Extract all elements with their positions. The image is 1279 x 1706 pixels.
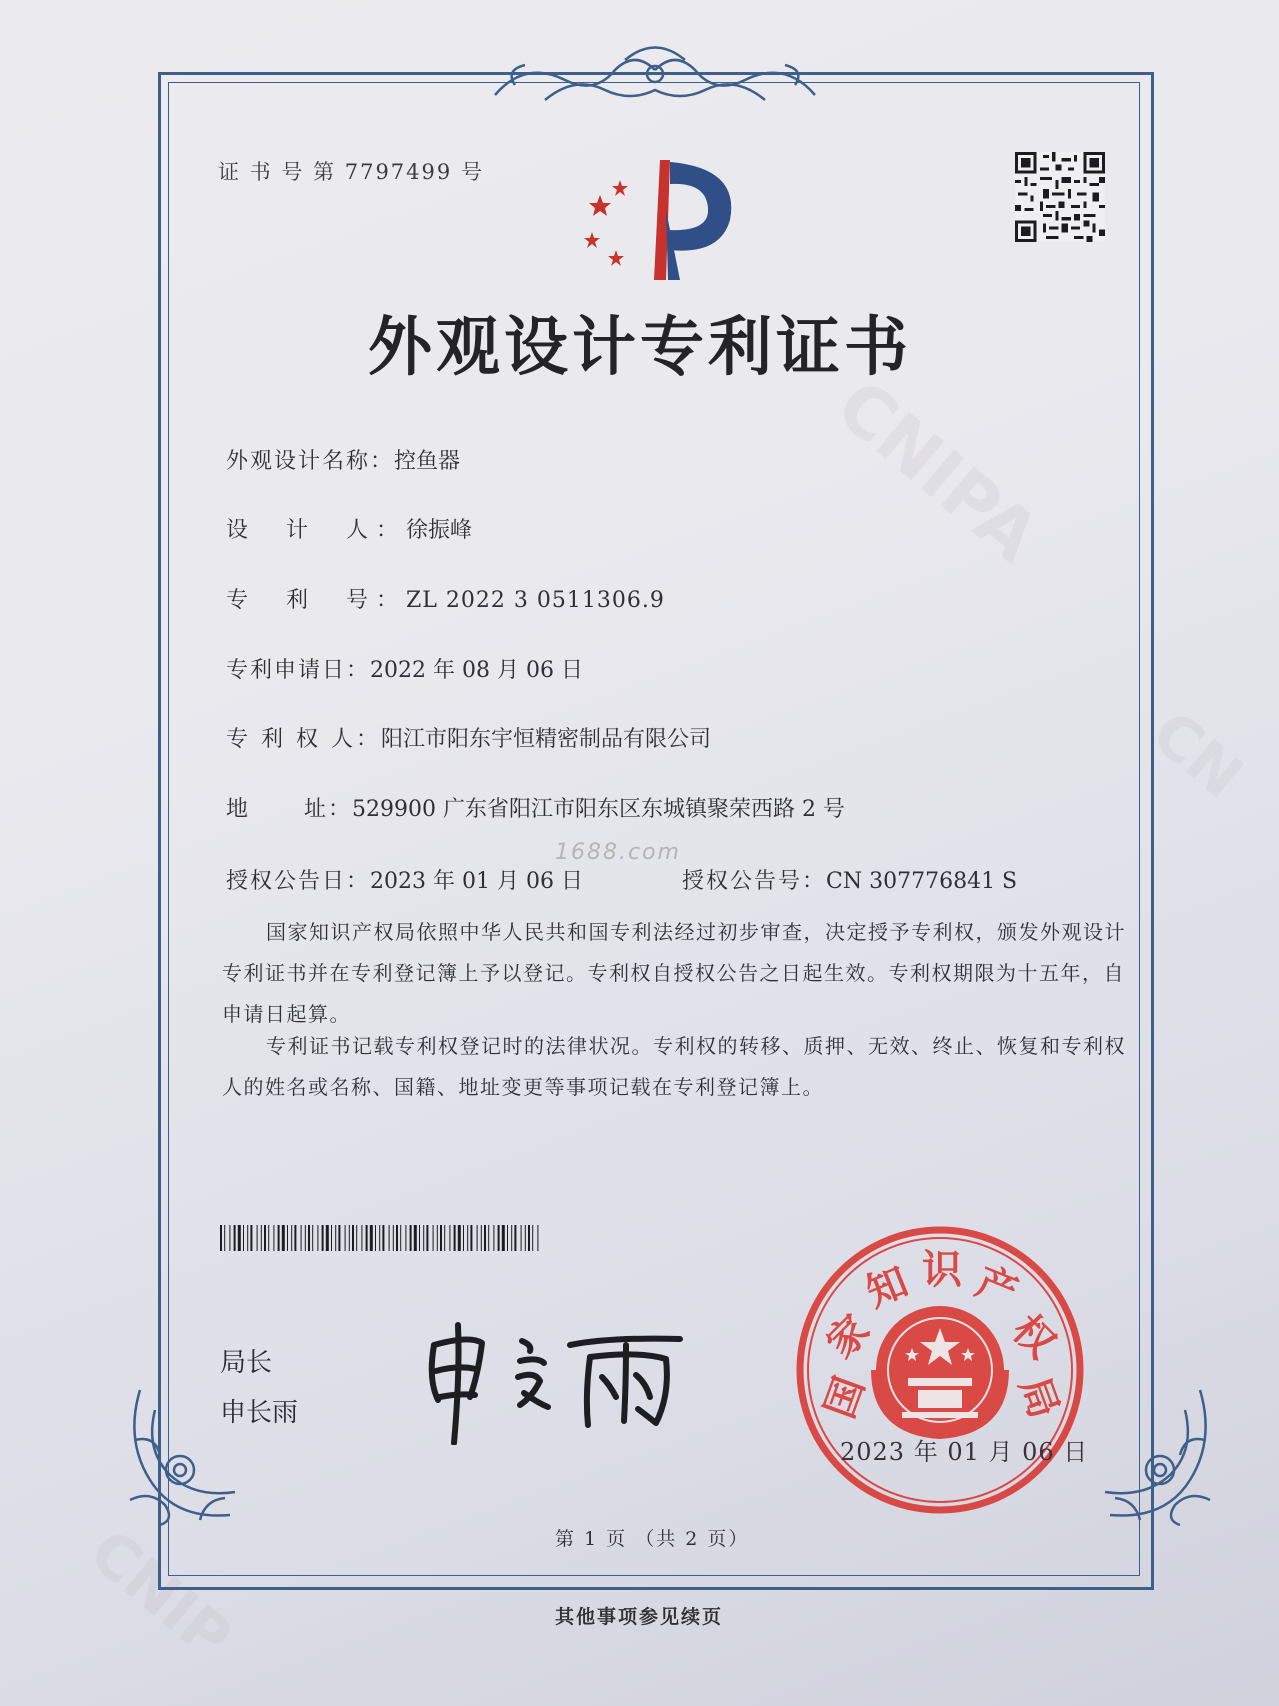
- barcode-bar: [278, 1225, 280, 1251]
- field-label: 设 计 人：: [226, 518, 406, 543]
- certificate-number: [218, 156, 484, 186]
- barcode-bar: [312, 1225, 313, 1251]
- background-watermark: CNIPA: [821, 364, 1054, 578]
- footer-note: 其他事项参见续页: [555, 1606, 724, 1628]
- barcode-bar: [349, 1225, 350, 1251]
- field-value: 2023 年 01 月 06 日: [370, 869, 583, 894]
- barcode-bar: [433, 1225, 434, 1251]
- field-label: 专 利 权 人：: [226, 727, 381, 752]
- barcode-bar: [317, 1225, 318, 1251]
- barcode-bar: [338, 1225, 340, 1251]
- barcode-bar: [493, 1225, 494, 1251]
- barcode-bar: [366, 1225, 368, 1251]
- barcode-bar: [361, 1225, 362, 1251]
- barcode-bar: [532, 1225, 533, 1251]
- barcode-bar: [454, 1225, 456, 1251]
- barcode-bar: [308, 1225, 310, 1251]
- barcode-bar: [250, 1225, 252, 1251]
- barcode-bar: [477, 1225, 478, 1251]
- field-value: 529900 广东省阳江市阳东区东城镇聚荣西路 2 号: [351, 797, 845, 822]
- barcode-bar: [423, 1225, 424, 1251]
- legal-paragraph: 国家知识产权局依照中华人民共和国专利法经过初步审查，决定授予专利权，颁发外观设计专利证书并在专利登记簿上予以登记。专利权自授权公告之日起生效。专利权期限为十五年，自申请日起算。: [222, 920, 1126, 1026]
- field-label: 授权公告号：: [682, 869, 827, 894]
- field-label: 专利申请日：: [226, 658, 371, 683]
- barcode-bar: [326, 1225, 329, 1251]
- field-label: 地 址：: [226, 797, 352, 822]
- seal-char: 国: [816, 1371, 874, 1425]
- field-label: 外观设计名称：: [226, 449, 395, 474]
- barcode-bar: [528, 1225, 530, 1251]
- qr-code-icon: [1015, 152, 1105, 242]
- barcode-bar: [484, 1225, 486, 1251]
- barcode-bar: [481, 1225, 482, 1251]
- barcode-bar: [229, 1225, 230, 1251]
- barcode-bar: [356, 1225, 357, 1251]
- legal-paragraph: 专利证书记载专利权登记时的法律状况。专利权的转移、质押、无效、终止、恢复和专利权人的姓名或名称、国籍、地址变更等事项记载在专利登记簿上。: [222, 1034, 1126, 1099]
- barcode-bar: [537, 1225, 538, 1251]
- field-patentee: [226, 722, 711, 753]
- barcode-bar: [291, 1225, 292, 1251]
- page-number: 第 1 页 （共 2 页）: [555, 1528, 750, 1550]
- field-value: 2022 年 08 月 06 日: [370, 658, 583, 683]
- barcode-bar: [379, 1225, 380, 1251]
- barcode-bar: [396, 1225, 398, 1251]
- barcode-bar: [467, 1225, 468, 1251]
- director-signature: [420, 1305, 700, 1445]
- barcode-bar: [393, 1225, 394, 1251]
- field-value: 控鱼器: [394, 449, 461, 474]
- barcode-bar: [282, 1225, 285, 1251]
- official-seal-icon: [790, 1220, 1090, 1520]
- barcode-bar: [375, 1225, 376, 1251]
- barcode-bar: [273, 1225, 274, 1251]
- barcode-bar: [458, 1225, 461, 1251]
- barcode-bar: [352, 1225, 354, 1251]
- field-design-name: [226, 444, 460, 475]
- barcode-bar: [382, 1225, 384, 1251]
- barcode-bar: [345, 1225, 346, 1251]
- barcode-bar: [449, 1225, 450, 1251]
- barcode-bar: [502, 1225, 505, 1251]
- barcode-bar: [301, 1225, 302, 1251]
- barcode-bar: [525, 1225, 526, 1251]
- barcode-bar: [514, 1225, 516, 1251]
- barcode-bar: [257, 1225, 258, 1251]
- barcode-bar: [261, 1225, 262, 1251]
- field-designer: [226, 513, 472, 544]
- field-value: ZL 2022 3 0511306.9: [405, 588, 665, 613]
- corner-ornament-icon: [1070, 1380, 1220, 1530]
- seal-char: 识: [922, 1247, 962, 1293]
- barcode-bar: [463, 1225, 464, 1251]
- barcode-bar: [470, 1225, 472, 1251]
- barcode-bar: [268, 1225, 269, 1251]
- seal-char: 权: [1003, 1306, 1064, 1368]
- field-address: [226, 792, 845, 823]
- barcode-bar: [488, 1225, 489, 1251]
- barcode-bar: [238, 1225, 241, 1251]
- certificate-title: 外观设计专利证书: [368, 311, 912, 385]
- barcode-bar: [419, 1225, 420, 1251]
- barcode-bar: [234, 1225, 236, 1251]
- site-watermark: 1688.com: [555, 840, 681, 865]
- barcode-bar: [440, 1225, 442, 1251]
- background-watermark: CN: [1138, 697, 1256, 813]
- field-patent-number: [226, 583, 665, 614]
- barcode-bar: [498, 1225, 500, 1251]
- barcode-bar: [507, 1225, 508, 1251]
- barcode-bar: [521, 1225, 522, 1251]
- barcode-bar: [426, 1225, 428, 1251]
- barcode-bar: [410, 1225, 412, 1251]
- field-value: 阳江市阳东宇恒精密制品有限公司: [380, 727, 711, 752]
- cnipa-logo-icon: [570, 150, 750, 290]
- seal-char: 家: [818, 1306, 879, 1368]
- seal-char: 产: [969, 1258, 1024, 1317]
- field-value: CN 307776841 S: [826, 869, 1018, 894]
- field-label: 授权公告日：: [226, 869, 371, 894]
- barcode-bar: [224, 1225, 225, 1251]
- barcode-bar: [264, 1225, 266, 1251]
- certificate-number-value: 7797499: [344, 160, 453, 184]
- barcode-bar: [437, 1225, 438, 1251]
- field-grant-date: [226, 864, 583, 895]
- seal-char: 局: [1010, 1371, 1068, 1425]
- top-ornament-icon: [485, 40, 825, 110]
- barcode-bar: [331, 1225, 332, 1251]
- barcode-bar: [389, 1225, 390, 1251]
- barcode-bar: [335, 1225, 336, 1251]
- field-application-date: [226, 653, 583, 684]
- barcode-bar: [287, 1225, 288, 1251]
- field-label: 专 利 号：: [226, 588, 406, 613]
- seal-char: 知: [860, 1258, 915, 1317]
- barcode-bar: [220, 1225, 222, 1251]
- barcode-bar: [243, 1225, 244, 1251]
- director-title: 局长: [220, 1348, 273, 1378]
- barcode-bar: [405, 1225, 406, 1251]
- barcode-bar: [511, 1225, 512, 1251]
- barcode-bar: [414, 1225, 417, 1251]
- certificate-number-label: 证 书 号 第: [218, 160, 337, 184]
- barcode-bar: [444, 1225, 445, 1251]
- field-publication-number: [682, 864, 1017, 895]
- barcode-icon: [220, 1225, 542, 1251]
- barcode-bar: [305, 1225, 306, 1251]
- barcode-bar: [370, 1225, 373, 1251]
- seal-date: 2023 年 01 月 06 日: [840, 1438, 1089, 1466]
- background-watermark: CNIP: [76, 1516, 245, 1674]
- field-value: 徐振峰: [405, 518, 472, 543]
- certificate-number-suffix: 号: [460, 160, 484, 184]
- barcode-bar: [247, 1225, 248, 1251]
- barcode-bar: [400, 1225, 401, 1251]
- barcode-bar: [322, 1225, 324, 1251]
- barcode-bar: [294, 1225, 296, 1251]
- director-name: 申长雨: [220, 1398, 299, 1428]
